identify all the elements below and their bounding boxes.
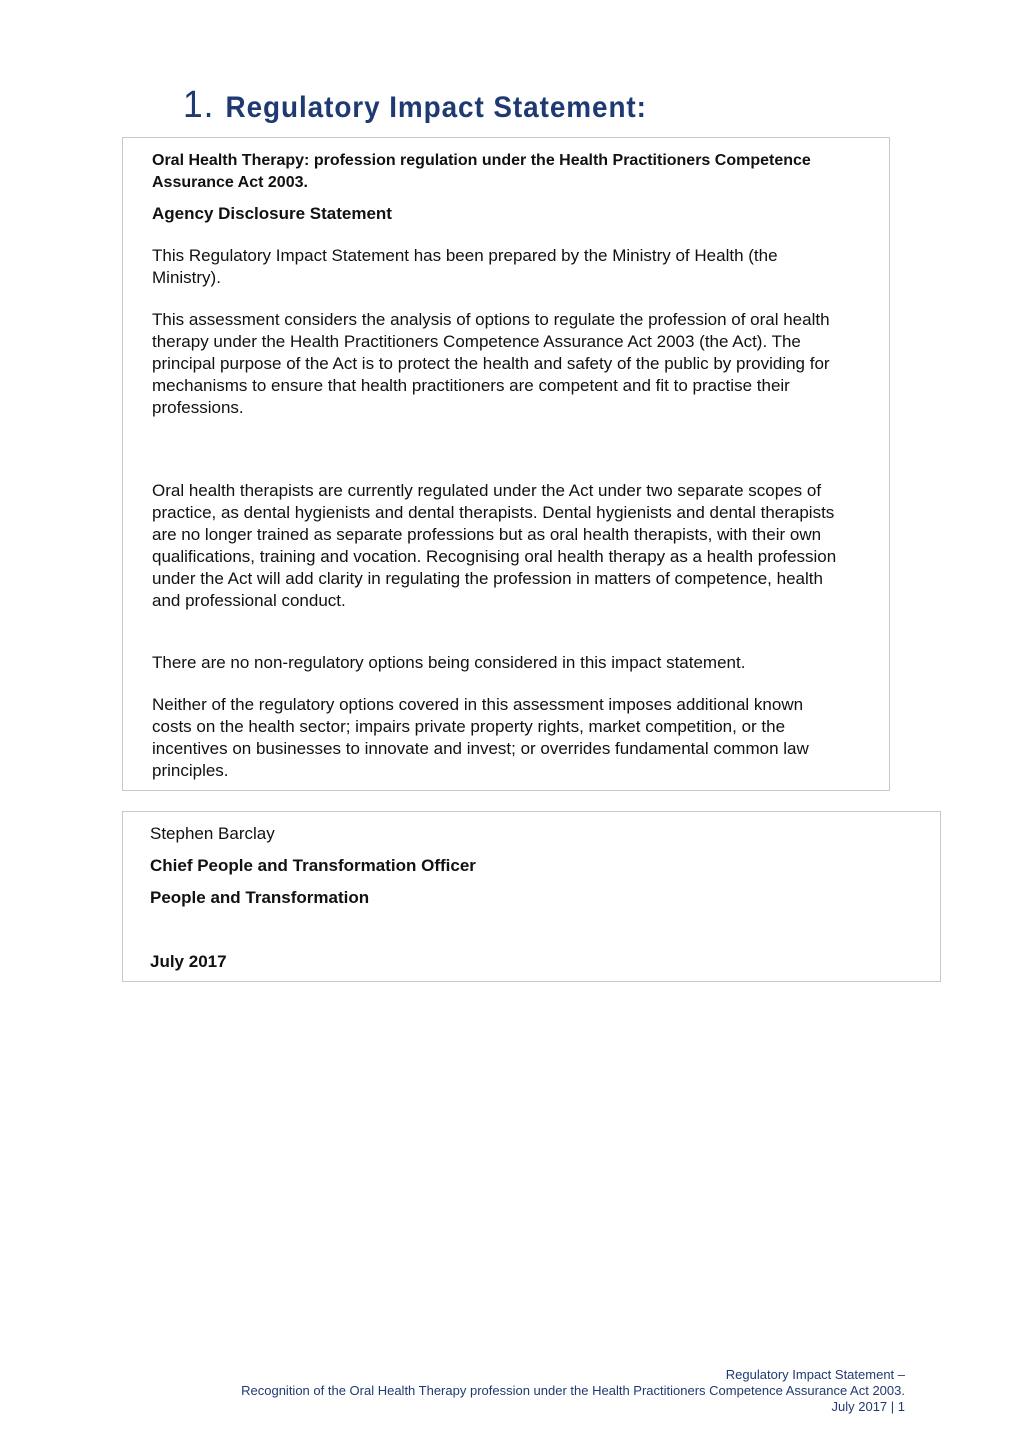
page-title — [183, 84, 647, 127]
signoff-date: July 2017 — [150, 952, 227, 971]
signatory-name: Stephen Barclay — [150, 824, 275, 843]
disclosure-paragraph: There are no non-regulatory options being considered in this impact statement. — [152, 653, 746, 672]
signatory-unit: People and Transformation — [150, 888, 370, 907]
disclosure-paragraph: Neither of the regulatory options covered in this assessment imposes additional known costs on the health sector; impairs private property rights, market competition, or the incentives on businesses to innovate and invest; or overrides fundamental common law principles. — [152, 695, 809, 780]
footer-page-number: July 2017 | 1 — [831, 1399, 905, 1414]
disclosure-paragraph: This assessment considers the analysis of options to regulate the profession of oral health therapy under the Health Practitioners Competence Assurance Act 2003 (the Act). The principal purpose of the Act is to protect the health and safety of the public by providing for mechanisms to ensure that health practitioners are competent and fit to practise their professions. — [152, 310, 830, 417]
footer-line-2: Recognition of the Oral Health Therapy profession under the Health Practitioners Competence Assurance Act 2003. — [241, 1383, 905, 1398]
disclosure-subtitle: Agency Disclosure Statement — [152, 204, 392, 223]
disclosure-title: Oral Health Therapy: profession regulation under the Health Practitioners Competence Assurance Act 2003. — [152, 152, 811, 191]
disclosure-paragraph: This Regulatory Impact Statement has been prepared by the Ministry of Health (the Ministry). — [152, 246, 778, 287]
disclosure-paragraph: Oral health therapists are currently regulated under the Act under two separate scopes of practice, as dental hygienists and dental therapists. Dental hygienists and dental therapists are no longer trained as separate professions but as oral health therapists, with their own qualifications, training and vocation. Recognising oral health therapy as a health profession under the Act will add clarity in regulating the profession in matters of competence, health and professional conduct. — [152, 481, 837, 610]
section-title: Regulatory Impact Statement: — [225, 91, 647, 124]
footer-line-1: Regulatory Impact Statement – — [725, 1367, 905, 1382]
agency-disclosure-box — [122, 137, 890, 791]
signatory-role: Chief People and Transformation Officer — [150, 856, 476, 875]
section-number: 1. — [183, 84, 215, 126]
